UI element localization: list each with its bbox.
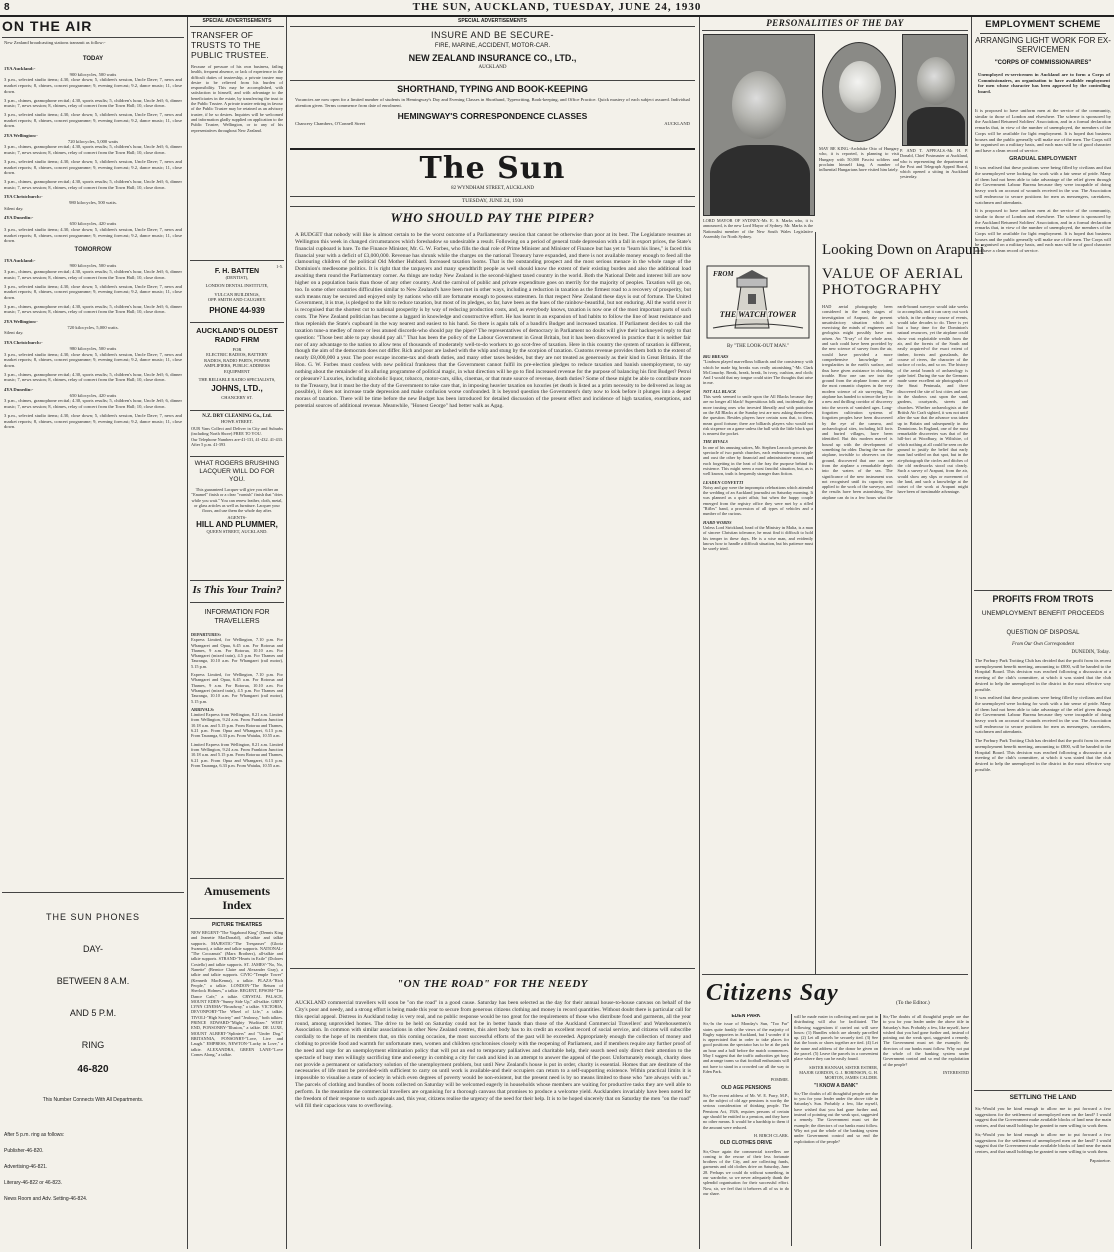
photo-marks	[703, 34, 815, 216]
sun-phones-newsroom: News Room and Adv. Setting-46-824.	[4, 1196, 88, 1202]
station-2ya-body: 3 p.m., chimes, gramophone recital; 4.30, sports results; 5, children's hour, Uncle Jeff; 6, dinner music; 7, news session; 8, chimes, relay of concert from the Town Hall; 10, close down.	[4, 144, 182, 156]
ads-rule-4	[190, 410, 284, 411]
station-4ya: 4YA Dunedin:-	[4, 215, 34, 221]
wt-sec-3: THE RIVALS	[703, 439, 728, 445]
radio-ad	[191, 326, 283, 400]
header-rule	[0, 15, 1114, 17]
sun-logo: The Sun	[419, 151, 566, 186]
batten-ad	[191, 268, 283, 315]
sun-phones	[4, 912, 182, 1207]
hem-addr: Chancery Chambers, O'Connell Street	[295, 121, 366, 127]
tomorrow-heading: TOMORROW	[74, 246, 112, 253]
station-1ya-freq: 900 kilocycles, 500 watts	[69, 71, 117, 77]
ins-line-4: AUCKLAND	[478, 65, 507, 70]
batten-phone: PHONE 44-939	[209, 306, 265, 315]
trustee-ref: 1-5.	[276, 264, 283, 269]
dry-cleaning-ad	[191, 414, 283, 447]
letter-3-title: OLD CLOTHES DRIVE	[719, 1140, 773, 1147]
citizens-col-rule-2	[880, 1014, 881, 1246]
photo-otto-face	[839, 61, 881, 113]
public-trustee-ad	[191, 30, 283, 269]
ads-rule-9	[190, 918, 284, 919]
employment-title: EMPLOYMENT SCHEME	[985, 19, 1101, 30]
mid-rule-4	[290, 196, 695, 197]
sun-phones-ring: RING	[81, 1040, 105, 1050]
station-4ya-freq: 650 kilocycles, 420 watts	[69, 221, 117, 227]
batten-name: F. H. BATTEN	[214, 268, 260, 275]
trustee-body: Because of pressure of his own business, failing health, frequent absence, or lack of experience in the difficult duties of trusteeship, a private trustee may desire to be relieved from his burden of responsibility. This may be accomplished, with satisfaction to himself, and with advantage to the beneficiaries in the estate, by transferring the trust to the Public Trustee. A private trustee retiring in favour of the Public Trustee may be retained as an advisory trustee, if he so desires. Inquiries will be welcomed and information gladly supplied on application to the Public Trustee, Wellington, or to any of his representatives throughout New Zealand.	[191, 64, 283, 133]
leader-1-body: A BUDGET that nobody will like is almost certain to be the worst outcome of a Parliamentary session that cannot be otherwise than poor at its best. The Legislature resumes at Wellington this week in changed circumstances which foreshadow so undesirable a result. Following on a period of general trade depression with a fall in export prices, the State's financial cupboard is bare. To the Finance Minister, Mr. G. W. Forbes, who fills the dual role of Prime Minister and Minister of Finance but has yet to "learn his lines," is faced this financial year with a deficit of £3,000,000. Revenue has shrunk while the charges on the national Treasury have expanded, and there is not available money enough to feed all the clamouring children of the political Old Mother Hubbard. Increased taxation looms. That is the outstanding prospect and the most serious menace in the whole range of the Dominion's medlesome politics. It is right that the taxpayers and many spendthrift people as well should know the extent of their existing burden and also the additional load awaiting them round the Parliamentary corner. As things are today New Zealand is the second-highest taxed country in the world. Both the National Debt and interest bill are now higher on a population basis than those of any other country. And the carnival of public and private expenditure goes on merrily for the majority of peoples. Taxation will go on, too. In some other countries difficulties similar to New Zealand's have been met in other ways, including a reduction in taxation as the firmest road to a recovery of prosperity, but such means may be secured and enjoyed only by nations who still are fortunate enough to possess statesmen. In that respect New Zealand these days is out of fortune. The United Government, it is true, is pledged to the hilt to reduce taxation, but most of its pledges, so far, have been as the hues of the rainbow-beautiful, but not enduring. All the world over it is recognised that the shortest cut to national prosperity is by way of reducing production costs, and, as everybody knows, taxation is now one of the most important parts of such costs. The New Zealand politician has become a laggard in knowledge and constructive effort. He has learnt in an expansion of bad habits to follow the line of least resistance and thus replenish the State's cupboard in the way nearest and easiest to his hand. So there is again talk of a bandit's Budget and increased taxation. If Parliament decides to call the taxation tune-a medley of more or less atuned discords-who should pay the piper? The representatives of democracy in Parliament no doubt will give their hackneyed reply to that question: "Those best able to pay should pay all." That has been the policy of the Labour Government in Great Britain, but it has been discovered in practice that it is neither fair nor of any advantage to the nation to allow tens of thousands of moderately well-to-do workers to go scot-free of taxation. Here in this country the system of taxation is different, though the aim of the democrats does not differ. Rich and poor are lashed with the whip and stung by the scorpion of taxation. Customs revenue provides them both to the extent of nearly £8,000,000 a year. The poor escape income-tax and death duties, and many other taxes besides, but they are not treated as generously as their kind in Great Britain. If the Hon. G. W. Forbes must confess with new political frankness that the Government cannot fulfil its pre-election pledges to reduce taxation and banish unemployment, to say nothing about the remainder of its alluring programme of political magic, in what direction will he go to find increased revenue for the purpose of balancing his first Budget? Petrol or pleasure? Luxuries, including alcoholic liquor, tobacco, motor-cars, silks, cinemas, or that mute source of revenue, death duties? Some of these might be able to contribute more to the Treasury, but it must be the duty of the Government to take care that, in imposing heavier taxation on luxuries (et death is listed as a prim necessity to be delivered as long as possible), it does not increase trade depression and make confusion worse confounded. It is beyond question the Government's duty now to look before it plunges into a deeper morass of taxation. There will be time before the new Budget has been introduced for detailed discussion of the present effect and incidence of high taxation, exemptions, and potential sources of additional revenue. Meanwhile, "Honest George" had better walk as Agag.	[295, 232, 691, 410]
station-3ya: 3YA Christchurch:-	[4, 194, 43, 200]
short-body: Vacancies are now open for a limited number of students in Hemingway's Day and Evening Classes in Shorthand, Typewriting, Book-keeping, and Office Practice. Quick mastery of each subject assured. Individual attention given. Terms commence from date of enrolment.	[295, 97, 690, 108]
watch-tower-byline: By "THE LOOK-OUT MAN."	[726, 344, 790, 349]
letter-4-cont: Sir,-The doubts of all thoughtful people are due to you for your leader under the above title in Saturday's Sun. Probably a few, like myself, have wished that you had gone further and, instead of pointing out the weak spot, suggested a remedy. The Government must set the example; the directors of our banks must follow. Why not put the whole of the banking system under Government control and so end the exploitation of the people?	[883, 1014, 969, 1067]
ads-left-rule	[190, 26, 284, 27]
personalities-title: PERSONALITIES OF THE DAY	[766, 18, 904, 28]
t-station-2ya: 2YA Wellington:-	[4, 319, 38, 325]
profits-rule	[974, 590, 1112, 591]
station-4ya-body: 3 p.m., selected studio items; 4.30, close down; 5, children's session, Uncle Dave; 7, news and market reports; 8, chimes, concert programme; 9, evening forecast; 9.2, dance music; 11, close down.	[4, 226, 182, 244]
employment-sub-2: "CORPS OF COMMISSIONAIRES"	[994, 60, 1092, 66]
leader-2-title: "ON THE ROAD" FOR THE NEEDY	[396, 978, 589, 990]
settle-body-2: Sir,-Would you be kind enough to allow me to put forward a few suggestions for the settlement of unemployed men on the land? I would suggest that the Government make available blocks of land near the main centres, and that small holdings be granted to men willing to work them.	[975, 1131, 1111, 1154]
departures-body: Express Limited, for Wellington, 7.10 p.m. For Whangarei and Opua, 6.45 a.m. For Rotorua and Thames, 9 a.m. For Rotorua, 10.10 a.m. For Whangarei (mixed train), 4.5 p.m. For Thames and Tauranga, 10.10 a.m. For Whangarei (rail motor), 5.15 p.m.	[191, 637, 283, 669]
sun-phones-literary: Literary-46-822 or 46-823.	[4, 1180, 63, 1186]
insurance-ad	[290, 30, 695, 70]
on-air-rule	[2, 37, 184, 38]
settle-body	[975, 1106, 1111, 1246]
radio-list: ELECTRIC RADIOS, BATTERY RADIOS, RADIO PARTS, POWER AMPLIFIERS, PUBLIC ADDRESS EQUIPMENT	[204, 352, 270, 374]
rogers-title: WHAT ROGERS BRUSHING LACQUER WILL DO FOR YOU.	[194, 460, 280, 483]
profits-body-2: It was realised that these positions were being filled by civilians and that the unemployed were looking for work with a fair sense of pride. Many of them had not been able to take advantage of the relief given through the Government Labour Bureau because they were incapable of doing heavy work on account of wounds received in the war. The Association will endeavour to secure positions for men as messengers, caretakers, watchmen and attendants.	[975, 695, 1111, 735]
watch-tower-body	[703, 354, 813, 970]
batten-bldg: VULCAN BUILDINGS,	[214, 292, 260, 297]
letter-3-cont: will be made easier in collecting and our part in distributing will also be facilitated. The following suggestions if carried out will save hours: (1) Bundles which are already parcelled up. (2) Let all parcels be securely tied. (3) See that the boots or shoes together are tied. (4) Let the name and address of the donor be given on the parcel. (5) Leave the parcels in a convenient place where they can be easily found.	[794, 1014, 878, 1062]
sun-date: TUESDAY, JUNE 24, 1930	[461, 198, 524, 204]
employment-lead: Unemployed ex-servicemen in Auckland are to form a Corps of Commissionaires, an organisation to have available employment for men whose character has been approved by the controlling board.	[978, 72, 1110, 95]
ins-line-1: INSURE AND BE SECURE-	[430, 30, 555, 40]
shorthand-ad	[295, 84, 690, 127]
station-1ya-body-2: 3 p.m., chimes, gramophone recital; 4.30, sports results; 5, children's hour, Uncle Jeff; 6, dinner music; 7, news session; 8, chimes, relay of concert from the Town Hall; 10, close down.	[4, 97, 182, 109]
citizens-col-2	[794, 1014, 878, 1246]
mid-rule-5	[290, 206, 695, 207]
profits-title: PROFITS FROM TROTS	[992, 594, 1094, 604]
arrivals-body-2: Limited Express from Wellington, 8.21 a.m. Limited from Wellington, 9.24 a.m. From Frankton Junction 10.18 a.m. and 5.15 p.m. From Rotorua and Thames, 6.21 p.m. From Opua and Whangarei, 6.13 p.m. From Tauranga, 6.33 p.m. From Waiuku, 10.55 a.m.	[191, 741, 283, 768]
t-station-3ya-body-2: 3 p.m., chimes, gramophone recital; 4.30, sports results; 5, children's hour, Uncle Jeff; 6, dinner music; 7, news session; 8, chimes, relay of concert from the Town Hall; 10, close down.	[4, 371, 182, 383]
ads-rule-6	[190, 580, 284, 581]
citizens-title: Citizens Say	[706, 980, 839, 1006]
station-2ya-body-3: 3 p.m., chimes, gramophone recital; 4.30, sports results; 5, children's hour, Uncle Jeff; 6, dinner music; 7, news session; 8, chimes, relay of concert from the Town Hall; 10, close down.	[4, 178, 182, 190]
rogers-ad	[191, 460, 283, 534]
profits-body-3: The Forbury Park Trotting Club has decided that the profit from its recent unemployment benefit meeting, amounting to £800, will be handed to the Hospital Board. This decision was reached following a discussion at a meeting of the club's committee, at which it was stated that the club desired to help the unemployed in the district in the most effective way possible.	[975, 738, 1111, 772]
profits-sub-2: QUESTION OF DISPOSAL	[1006, 630, 1080, 636]
wt-sec-5: HARD WORDS	[703, 519, 732, 525]
radio-reliable: THE RELIABLE RADIO SPECIALISTS,	[198, 377, 276, 382]
grad-body-2: It is proposed to have uniform men at the service of the community, similar to those of London and elsewhere. The scheme is sponsored by the Auckland Returned Soldiers' Association, and in a formal declaration remarks that, in view of the number of unemployed, the members of the Corps will be available for light employment. It is hoped that business houses and the public generally will make use of the men. The Corps will be organised on a military basis, and each man will be of good character and have a clean record of service.	[975, 208, 1111, 254]
sun-address: 82 WYNDHAM STREET, AUCKLAND	[451, 186, 534, 191]
dry-street: HOWE STREET.	[221, 419, 253, 424]
t-station-4ya: 4YA Dunedin:-	[4, 387, 34, 393]
grad-body: It was realised that these positions were being filled by civilians and that the unemployed were looking for work with a fair sense of pride. Many of them had not been able to take advantage of the relief given through the Government Labour Bureau because they were incapable of doing heavy work on account of wounds received in the war. The Association will endeavour to secure positions for men as messengers, caretakers, watchmen and attendants.	[975, 165, 1111, 205]
photo-marks-face	[732, 71, 786, 139]
ads-rule-5	[190, 456, 284, 457]
citizens-sub: (To the Editor.)	[896, 1000, 930, 1006]
citizens-col-rule-1	[791, 1014, 792, 1246]
grad-title: GRADUAL EMPLOYMENT	[1009, 155, 1077, 162]
watch-tower-from: FROM	[713, 270, 734, 278]
rogers-street: QUEEN STREET, AUCKLAND.	[206, 529, 268, 535]
sun-phones-rule	[2, 892, 184, 893]
t-station-1ya: 1YA Auckland:-	[4, 257, 36, 263]
ads-rule-2	[190, 260, 284, 261]
trustee-title: TRANSFER OF TRUSTS TO THE PUBLIC TRUSTEE.	[191, 30, 269, 60]
batten-sub: (DENTIST),	[225, 275, 249, 280]
mid-rule-1	[290, 26, 695, 27]
letter-3-body: Sir,-Once again the commercial travellers are coming to the rescue of their less fortunate brothers of the City, and are collecting funds, garments and old clothes drive on Saturday, June 28. Perhaps we could do without something, in our wardrobe, so we never adequately thank the splendid organisation for their successful effort. Now, sir, we feel that it behoves all of us to do our share.	[703, 1148, 789, 1196]
mid-rule-2	[290, 80, 695, 81]
ads-rule-3	[190, 322, 284, 323]
arrivals-label: ARRIVALS:	[191, 706, 215, 712]
t-station-3ya-freq: 980 kilocycles, 500 watts	[69, 345, 117, 351]
caption-marks: LORD MAYOR OF SYDNEY.-Mr. E. S. Marks who, it is announced, is the new Lord Mayor of Sydney. Mr. Marks is the Nationalist member of the New South Wales Legislative Assembly for North Sydney.	[703, 218, 813, 239]
sun-logo-block	[290, 152, 695, 191]
schedule-today	[4, 66, 182, 626]
sun-phones-after-list	[4, 1127, 182, 1207]
leader-2-body: AUCKLAND commercial travellers will soon be "on the road" in a good cause. Saturday has been selected as the day for their annual house-to-house canvass on behalf of the City's poor and needy, and a strong effort is being made this year to secure from generous citizens clothing and money in record quantities. Without doubt there is particular call for this special appeal. Distress in Auckland today is very real, and no public response would be too great for the requirements of those who distribute food and garments, all the year round, among unprovided homes. The drive to be held on Saturday could not be in better hands than those of the Auckland Commercial Travellers' and Warehousemen's Association. In common with similar associations in other New Zealand centres, this alert body has to its credit an excellent record of social service, and citizens will subscribe cordially to the hope of its members that, on this coming occasion, the most successful efforts of the past will be exceeded. Appropriately enough the collection of money and clothing to provide food and warmth for unfortunate men, women and children synchronises closely with the reopening of Parliament, and if members require any further proof of the need and urge for an unemployment elimination policy that will put an end to temporary palliatives and charitable help, their search need only direct their attention to the spectacle of busy men willingly sacrificing time and energy in combing a city for cash and kind in an attempt to answer the appeal of the poor. Unfortunately enough, charity does not provide a permanent or satisfactory solution of the unemployment problem, but until New Zealand's house is put in order, charity is essential. Homes that are destitute of the necessaries of life must be provided-with sufficient to carry on until work is available-and their occupiers can return to a self-supporting existence. Within practical limits it is impossible to visualise a state of society in which even degrees of poverty would be non-existent, but the present need is by no means limited to those who "are always with us." The parcels of clothing and bundles of boots collected on Saturday will be welcomed eagerly in households whose members are waiting for productive tasks they are well able to perform. In the meantime the commercial travellers are organising for a thorough canvass that promises to produce a welcome yield. Aucklanders invariably have been noted for the freedom of their response to such appeals and, this year, citizens realise the urgency of the need for their help. It is to be hoped sincerely that on Saturday the men "on the road" will fill their capacious vans to overflowing.	[295, 1000, 691, 1109]
today-heading: TODAY	[82, 56, 104, 62]
letter-1-title: EDEN PARK	[731, 1014, 761, 1019]
wt-sec-1-body: "Lindrum played marvellous billiards and the consistency with which he made big breaks was really astonishing."-Mr. Clark McConachy. Break, break, break, In ivory, cushion, and cloth; And I would that my tongue could utter The thoughts that arise in me.	[703, 359, 813, 386]
photo-marks-suit	[710, 145, 810, 216]
col-rule-4	[971, 17, 972, 1249]
t-station-4ya-body-2: 3 p.m., selected studio items; 4.30, close down; 5, children's session, Uncle Dave; 7, news and market reports; 8, chimes, concert programme; 9, evening forecast; 9.2, dance music; 11, close down.	[4, 412, 182, 430]
letter-2-title: OLD AGE PENSIONS	[721, 1084, 771, 1091]
ads-rule-8	[190, 878, 284, 879]
arapuni-subtitle: VALUE OF AERIAL PHOTOGRAPHY	[822, 266, 964, 298]
picture-theatres-body: NEW REGENT-"The Vagabond King" (Dennis King and Jeanette MacDonald), all-talkie and talkie supports. MAJESTIC-"The Trespasser" (Gloria Swanson), a talkie and talkie supports. NATIONAL-"The Cocoanuts" (Marx Brothers), all-talkie and talkie supports. STRAND-"Hearts in Exile" (Dolores Costello) and talkie supports. ST. JAMES'-"No, No, Nanette" (Bernice Claire and Alexander Gray), a talkie and talkie supports. CIVIC-"Temple Tower" (Kenneth MacKenna), a talkie. PLAZA-"Rich People," a talkie. LONDON-"The Return of Sherlock Holmes," a talkie. REGENT, EPSOM-"The Dance Cafe," a talkie. CRYSTAL PALACE, MOUNT EDEN-"Sunny Side Up," all-talkie. GREY LYNN CINEMA-"Broadway," a talkie. VICTORIA, DEVONPORT-"The Wheel of Life," a talkie. TIVOLI-"High Society" and "Jealousy," both talkies. PRINCE EDWARD-"Mighty Wurlitzer." WEST END, PONSONBY-"Illusion," a talkie. DE LUXE, MOUNT ALBERT-"Splinters" and "Under Dog." BRITANNIA, PONSONBY-"Love, Live and Laugh." EMPRESS, NEWTON-"Lucky in Love," a talkie. ALEXANDRA, GREEN LANE-"Love Comes Along," a talkie.	[191, 930, 283, 1057]
watch-tower-name: THE WATCH TOWER	[709, 310, 807, 319]
station-2ya-freq: 720 kilocycles, 5,000 watts	[67, 138, 119, 144]
settle-sign: Papatoetoe.	[1089, 1157, 1111, 1163]
t-station-1ya-freq: 900 kilocycles, 500 watts	[69, 263, 117, 269]
sun-phones-hours-1: BETWEEN 8 A.M.	[56, 976, 130, 986]
photo-donald-suit	[907, 107, 965, 146]
pers-rule	[702, 30, 968, 31]
hem-city: AUCKLAND	[664, 121, 690, 127]
wt-sec-1: BIG BREAKS	[703, 354, 729, 359]
ins-line-3: NEW ZEALAND INSURANCE CO., LTD.,	[408, 53, 577, 63]
arrivals-body: Limited Express from Wellington, 8.21 a.m. Limited from Wellington, 9.24 a.m. From Frankton Junction 10.18 a.m. and 5.15 p.m. From Rotorua and Thames, 6.21 p.m. From Opua and Whangarei, 6.13 p.m. From Tauranga, 6.33 p.m. From Waiuku, 10.55 a.m.	[191, 712, 283, 739]
station-1ya-body: 3 p.m., selected studio items; 4.30, close down; 5, children's session, Uncle Dave; 7, news and market reports; 8, chimes, concert programme; 9, evening forecast; 9.2, dance music; 11, close down.	[4, 77, 182, 94]
wt-sec-2-body: This week seemed to smile upon the All Blacks because they are no longer all black! Superstitious folk and, incidentally, the more trusting ones who invested liberally and with patriotism on the All Blacks at the Sunday test are now asking themselves the question. Besides players have certain sons that, to them, mean good fortune; there are billiards players who would not risk sixpence on a game unless the ball with the little black spot is nearest the pocket.	[703, 394, 813, 437]
arapuni-body: HAD aerial photography been considered in the early stages of investigation of Arapuni, the present unsatisfactory situation which is exercising the minds of engineers and geologists might possibly have not arisen. An "X-ray" of the whole area, and such could have been provided by the new science of survey from the air, would have provided a more comprehensive knowledge of irregularities in the earth's surface, and thus have given assistance in obviating trouble. How one can see into the ground from the airplane forms one of the most romantic chapters in the very modern science of air surveying. The airplane has handed to science the key to a new and thrilling corridor of discovery into the secrets of vanished ages. Long-forgotten cultivation systems of forgotten peoples have been discovered by the eye of the camera, and archaeological sites, including hill forts and buried villages, have been identified. But this modern marvel is bound up with the development of something far older. During the war the airplane, invisible to observers on the ground, discovered that one can see from the airplane a remarkable depth into the waters of the sea. The significance of the new instrument was not recognised until its capacity was applied to the work of the surveyor, and the results have been astonishing. The airplane can do in a few hours what the earth-bound surveyor would take weeks to accomplish, and it can carry out work which, in the ordinary course of events, would take decades to do. There is yet but a busy time for the Dominion's natural resources, yet the airplane could show vast exploitable wealth from the air, and the forests of the South and easily acquired-of the exact extent of timber, forests and grasslands, the course of rivers, the character of the surface of rocks, and so on. The history of the aerial branch of archaeology is quite brief. During the war the Germans made some excellent air photographs of the Sinai Peninsula, and there discovered the site of lost cities and saw in the shadows cast upon the sand, gardens, courtyards, streets and churches. Whether archaeologists at the British Air Craft sighted, it was not until after the war that the advance was taken up in Britain and subsequently in the Dominions. In England, one of the most remarkable discoveries was that of the hill-fort at Woodbury, in Wiltshire, of which nothing at all could be seen on the ground to justify the belief that early man had settled on that spot, but in the air-photograph the circles and ditches of the old earthworks stood out clearly. Such a survey of Arapuni, from the air, would show any slips or movement of the land, and such a knowledge at the outset of the work at Arapuni might have been of inestimable advantage.	[822, 304, 968, 500]
profits-body-1: The Forbury Park Trotting Club has decided that the profit from its recent unemployment benefit meeting, amounting to £800, will be handed to the Hospital Board. This decision was reached following a discussion at a meeting of the club's committee, at which it was stated that the club desired to help the unemployed in the district in the most effective way possible.	[975, 658, 1111, 692]
col-rule-1	[187, 17, 188, 1249]
wt-sec-4-body: Noisy and gay were the impromptu celebrations which attended the wedding of an Auckland journalist on Saturday morning. It was planned as a quiet affair, but when the happy couple emerged from the registry office they were met by a rifled "Rifles" band, a procession of all types of vehicles and a number of the curious.	[703, 484, 813, 517]
emp-rule	[980, 33, 1106, 34]
wt-sec-4: LEADEN CONFETTI	[703, 479, 744, 485]
photo-donald-face	[917, 57, 955, 105]
dry-body: OUR Vans Collect and Deliver in City and Suburbs (including North Shore) FREE TO YOU.	[191, 426, 283, 437]
t-station-1ya-body: 3 p.m., chimes, gramophone recital; 4.30, sports results; 5, children's hour, Uncle Jeff; 6, dinner music; 7, news session; 8, chimes, relay of concert from the Town Hall; 10, close down.	[4, 269, 182, 280]
sun-phones-connects: This Number Connects With All Departments.	[42, 1097, 144, 1103]
citizens-top-rule	[702, 974, 968, 975]
ads-rule-7	[190, 602, 284, 603]
t-station-3ya: 3YA Christchurch:-	[4, 340, 43, 346]
radio-street: CHANCERY ST.	[221, 395, 253, 400]
photo-otto	[822, 42, 896, 142]
profits-sub-1: UNEMPLOYMENT BENEFIT PROCEEDS	[981, 610, 1105, 617]
mid-rule-6	[290, 968, 695, 969]
t-station-4ya-body: 3 p.m., chimes, gramophone recital; 4.30, sports results; 5, children's hour, Uncle Jeff; 6, dinner music; 7, news session; 8, chimes, relay of concert from the Town Hall; 10, close down.	[4, 398, 182, 410]
picture-theatres-title: PICTURE THEATRES	[212, 922, 262, 928]
t-station-1ya-body-2: 3 p.m., selected studio items; 4.30, close down; 5, children's session, Uncle Dave; 7, news and market reports; 8, chimes, concert programme; 9, evening forecast; 9.2, dance music; 11, close down.	[4, 283, 182, 300]
letter-1-sign: POMMIE.	[770, 1077, 789, 1083]
rogers-body: This guaranteed Lacquer will give you either an "Enamel" finish or a clear "varnish" finish that "dries while you wait." You can renew leather, cloth, metal, or glass articles as well as furniture. Lacquer your floors, and use them the whole day after.	[191, 487, 283, 514]
citizens-col-1	[703, 1014, 789, 1246]
letter-4-sign: INTERESTED	[942, 1069, 969, 1075]
departures-label: DEPARTURES:	[191, 632, 222, 637]
departures-body-2: Express Limited, for Wellington, 7.10 p.m. For Whangarei and Opua, 6.45 a.m. For Rotorua and Thames, 9 a.m. For Rotorua, 10.10 a.m. For Whangarei (mixed train), 4.5 p.m. For Thames and Tauranga, 10.10 a.m. For Whangarei (rail motor), 5.15 p.m.	[191, 672, 283, 704]
short-title: SHORTHAND, TYPING AND BOOK-KEEPING	[397, 84, 588, 94]
rogers-hill: HILL AND PLUMMER,	[196, 520, 278, 530]
t-station-2ya-note: Silent day.	[4, 330, 24, 336]
dry-phones: Our Telephone Numbers are-41-131, 41-432. 41-433. After 5 p.m. 41-393	[191, 436, 283, 447]
caption-donald: P. AND T. APPEALS.-Mr. H. P. Donald, Chief Postmaster at Auckland, who is representing the department at the Post and Telegraph Appeal Board, which opened a sitting in Auckland yesterday.	[900, 148, 968, 180]
sun-phones-after: After 5 p.m. ring as follows:	[4, 1132, 65, 1138]
letter-2-sign: H. BIRCH CLARK.	[753, 1132, 789, 1138]
radio-title: AUCKLAND'S OLDEST RADIO FIRM	[196, 326, 278, 344]
letter-2-body: Sir,-The recent address of Mr. W. E. Parry, M.P., on the subject of old age pensions is worthy the serious consideration of thinking people. The Pensions Act, 1926, requires persons of certain age should be entitled to a pension, and they have no other means. It would be a hardship to them if the amount were reduced.	[703, 1092, 789, 1130]
train-title: Is This Your Train?	[192, 584, 282, 596]
letter-1-body: Sir,-In the issue of Monday's Sun, "Too Far" states quite frankly the views of the majority of Rugby supporters in Auckland, but I wonder if it is appreciated that in order to take places for good positions the spectator has to be at the park an hour and a half before the match commences. May I suggest that the traffic authorities get busy and arrange trams so that football enthusiasts will not have to stand in a crowded car all the way to Eden Park.	[703, 1021, 789, 1074]
arapuni-title: Looking Down on Arapuni	[822, 242, 985, 258]
t-station-3ya-body: 3 p.m., selected studio items; 4.30, close down; 5, children's session, Uncle Dave; 7, news and market reports; 8, chimes, concert programme; 9, evening forecast; 9.2, dance music; 11, close down.	[4, 351, 182, 368]
settle-title: SETTLING THE LAND	[1009, 1094, 1077, 1101]
leader-1-title: WHO SHOULD PAY THE PIPER?	[390, 210, 595, 225]
sun-phones-title: THE SUN PHONES	[45, 912, 140, 922]
t-station-1ya-body-3: 3 p.m., chimes, gramophone recital; 4.30, sports results; 5, children's hour, Uncle Jeff; 6, dinner music; 7, news session; 8, chimes, relay of concert from the Town Hall; 10, close down.	[4, 303, 182, 315]
station-2ya: 2YA Wellington:-	[4, 133, 38, 139]
citizens-col-3	[883, 1014, 969, 1246]
hem-title: HEMINGWAY'S CORRESPONDENCE CLASSES	[397, 111, 588, 122]
profits-source: From Our Own Correspondent	[1012, 642, 1074, 647]
wt-sec-2: NOT ALL BLACK	[703, 388, 736, 394]
settle-rule	[974, 1090, 1112, 1091]
station-3ya-freq: 980 kilocycles, 500 watts.	[69, 200, 117, 206]
batten-opp: OPP. SMITH AND CAUGHEY.	[207, 297, 267, 302]
page-number: 8	[4, 2, 10, 13]
wt-sec-3-body: In one of his amusing satires, Mr. Stephen Leacock presents the spectacle of two parish churches, each endeavouring to cripple and oust the other by financial and administrative means, and each forgetting in the heat of the fray the purpose behind its existence. This might seem a most fanciful situation, but, as is well known, truth is frequently stranger than fiction.	[703, 444, 813, 477]
t-station-2ya-freq: 720 kilocycles, 5,000 watts.	[67, 324, 119, 330]
travellers-body	[191, 632, 283, 862]
batten-inst: LONDON DENTAL INSTITUTE,	[205, 283, 269, 288]
masthead: THE SUN, AUCKLAND, TUESDAY, JUNE 24, 1930	[412, 1, 702, 13]
letter-4-body: Sir,-The doubts of all thoughtful people are due to you for your leader under the above title in Saturday's Sun. Probably a few, like myself, have wished that you had gone further and, instead of pointing out the weak spot, suggested a remedy. The Government must set the example; the directors of our banks must follow. Why not put the whole of the banking system under Government control and so end the exploitation of the people?	[794, 1090, 878, 1144]
employment-body	[975, 108, 1111, 586]
station-2ya-body-2: 3 p.m., selected studio items; 4.30, close down; 5, children's session, Uncle Dave; 7, news and market reports; 8, chimes, concert programme; 9, evening forecast; 9.2, dance music; 11, close down.	[4, 158, 182, 176]
col-rule-3	[699, 17, 700, 1249]
watch-tower-logo	[705, 264, 811, 340]
station-3ya-note: Silent day.	[4, 205, 24, 211]
settle-body-1: Sir,-Would you be kind enough to allow me to put forward a few suggestions for the settlement of unemployed men on the land? I would suggest that the Government make available blocks of land near the main centres, and that small holdings be granted to men willing to work them.	[975, 1106, 1111, 1129]
caption-otto: MAY BE KING.-Archduke Otto of Hungary who, it is reported, is planning to visit Hungary with 50,000 Fascist soldiers and proclaim himself king. A number of influential Hungarians have visited him lately.	[819, 146, 899, 173]
employment-sub-1: ARRANGING LIGHT WORK FOR EX-SERVICEMEN	[975, 36, 1111, 54]
special-ads-left: SPECIAL ADVERTISEMENTS	[202, 18, 272, 24]
profits-place: DUNEDIN, Today.	[1071, 650, 1110, 655]
letter-3-sign: SISTER HANNAH, SISTER ESTHER, MAJOR GORDON, G. J. ROBINSON, G. H. MORTON, JAMES CALDER.	[799, 1064, 878, 1081]
t-station-4ya-freq: 650 kilocycles, 420 watts	[69, 392, 117, 398]
letter-4-title: "I KNOW A BANK"	[814, 1082, 858, 1089]
on-air-intro: New Zealand broadcasting stations transmit as follow:-	[4, 40, 106, 45]
rogers-agents: AGENTS-	[227, 515, 247, 521]
amusements-title: Amusements Index	[204, 884, 270, 912]
on-the-air-title: ON THE AIR	[2, 18, 93, 34]
wt-sec-5-body: Unless Lord Strickland, head of the Ministry in Malta, is a man of sincere Christian tolerance, he must find it difficult to hold his temper in these days. He is a wise man, and evidently knows how to handle a difficult situation, but his patience must be sorely tried.	[703, 524, 813, 552]
radio-for: FOR	[232, 347, 242, 352]
sun-phones-day: DAY-	[82, 944, 103, 954]
station-1ya: 1YA Auckland:-	[4, 66, 36, 71]
sun-phones-hours-2: AND 5 P.M.	[69, 1008, 117, 1018]
radio-johns: JOHNS, LTD.,	[211, 384, 263, 393]
sun-phones-publisher: Publisher-46-820.	[4, 1148, 44, 1154]
special-ads-mid: SPECIAL ADVERTISEMENTS	[458, 18, 527, 24]
watch-tower-rule	[815, 232, 816, 974]
col-rule-2	[286, 17, 287, 1249]
hem-address-row	[295, 121, 690, 127]
station-1ya-body-3: 3 p.m., selected studio items; 4.30, close down; 5, children's session, Uncle Dave; 7, news and market reports; 8, chimes, concert programme; 9, evening forecast; 9.2, dance music; 11, close down.	[4, 111, 182, 129]
mid-rule-3	[290, 148, 695, 150]
profits-body	[975, 658, 1111, 1082]
info-travellers-title: INFORMATION FOR TRAVELLERS	[204, 609, 270, 625]
sun-phones-number: 46-820	[77, 1064, 109, 1075]
dry-title: N.Z. DRY CLEANING Co., Ltd.	[202, 414, 272, 419]
sun-phones-advertising: Advertising-46-821.	[4, 1164, 48, 1170]
photo-donald	[902, 34, 968, 146]
ins-line-2: FIRE, MARINE, ACCIDENT, MOTOR-CAR.	[434, 43, 551, 49]
emp-body-1: It is proposed to have uniform men at the service of the community, similar to those of London and elsewhere. The scheme is sponsored by the Auckland Returned Soldiers' Association, and in a formal declaration remarks that, in view of the number of unemployed, the members of the Corps will be available for light employment. It is hoped that business houses and the public generally will make use of the men. The Corps will be organised on a military basis, and each man will be of good character and have a clean record of service.	[975, 108, 1111, 153]
